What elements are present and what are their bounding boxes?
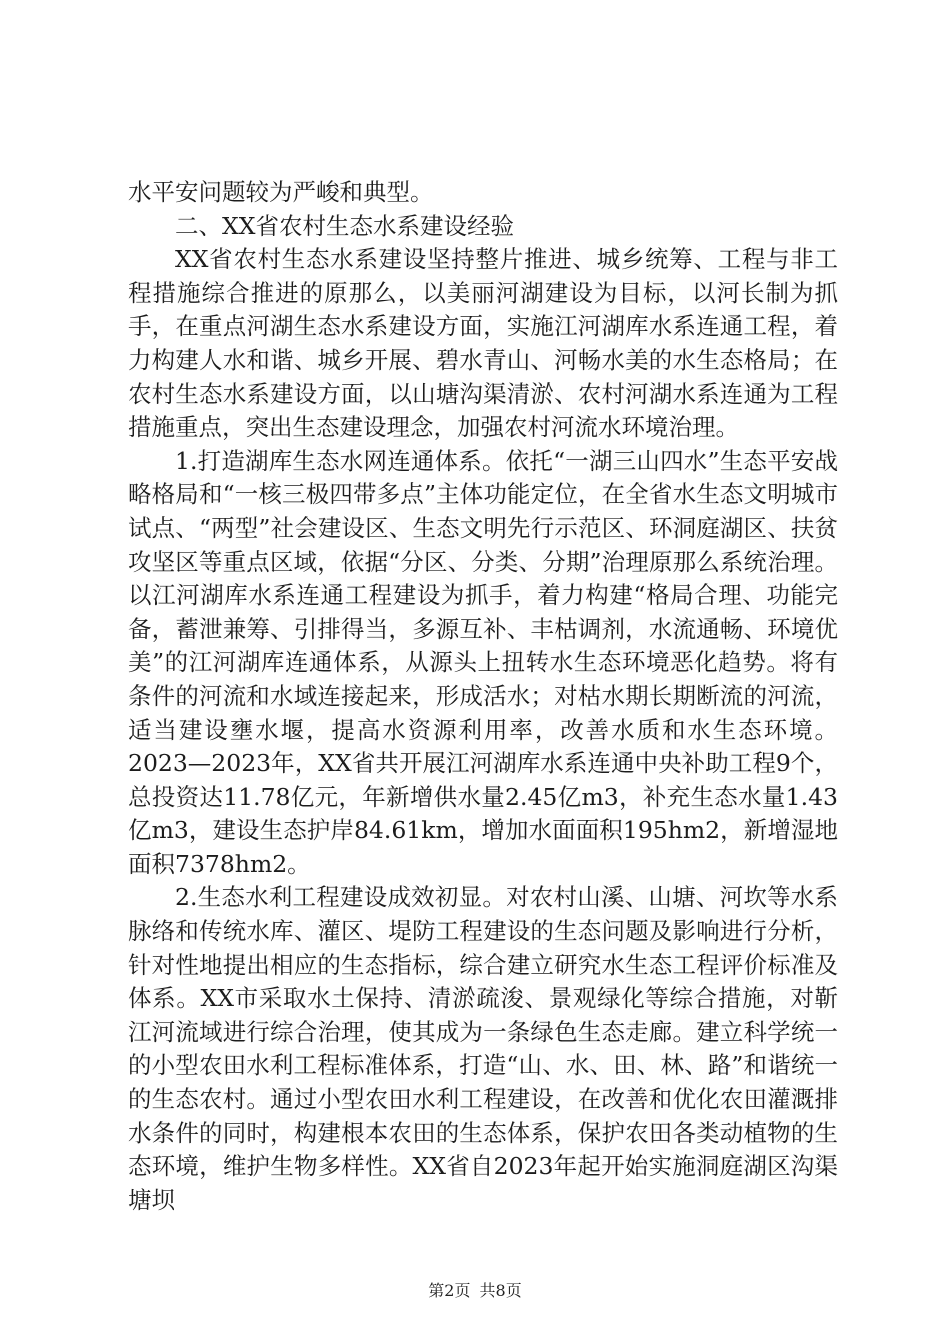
paragraph-continuation: 水平安问题较为严峻和典型。 bbox=[128, 178, 434, 206]
paragraph: XX省农村生态水系建设坚持整片推进、城乡统筹、工程与非工程措施综合推进的原那么，以美丽河湖建设为目标，以河长制为抓手，在重点河湖生态水系建设方面，实施江河湖库水系连通工程，着力构建人水和谐、城乡开展、碧水青山、河畅水美的水生态格局；在农村生态水系建设方面，以山塘沟渠清淤、农村河湖水系连通为工程措施重点，突出生态建设理念，加强农村河流水环境治理。 bbox=[128, 245, 838, 442]
page-total: 共8页 bbox=[479, 1281, 522, 1300]
page-footer bbox=[0, 1278, 950, 1301]
paragraph: 1.打造湖库生态水网连通体系。依托“一湖三山四水”生态平安战略格局和“一核三极四带多点”主体功能定位，在全省水生态文明城市试点、“两型”社会建设区、生态文明先行示范区、环洞庭湖区、扶贫攻坚区等重点区域，依据“分区、分类、分期”治理原那么系统治理。以江河湖库水系连通工程建设为抓手，着力构建“格局合理、功能完备，蓄泄兼筹、引排得当，多源互补、丰枯调剂，水流通畅、环境优美”的江河湖库连通体系，从源头上扭转水生态环境恶化趋势。将有条件的河流和水域连接起来，形成活水；对枯水期长期断流的河流，适当建设壅水堰，提高水资源利用率，改善水质和水生态环境。2023—2023年，XX省共开展江河湖库水系连通中央补助工程9个，总投资达11.78亿元，年新增供水量2.45亿m3，补充生态水量1.43亿m3，建设生态护岸84.61km，增加水面面积195hm2，新增湿地面积7378hm2。 bbox=[128, 446, 838, 878]
section-heading: 二、XX省农村生态水系建设经验 bbox=[175, 211, 514, 240]
page-number: 第2页 bbox=[428, 1281, 471, 1300]
document-body bbox=[128, 176, 838, 1217]
paragraph: 2.生态水利工程建设成效初显。对农村山溪、山塘、河坎等水系脉络和传统水库、灌区、堤防工程建设的生态问题及影响进行分析，针对性地提出相应的生态指标，综合建立研究水生态工程评价标准及体系。XX市采取水土保持、清淤疏浚、景观绿化等综合措施，对靳江河流域进行综合治理，使其成为一条绿色生态走廊。建立科学统一的小型农田水利工程标准体系，打造“山、水、田、林、路”和谐统一的生态农村。通过小型农田水利工程建设，在改善和优化农田灌溉排水条件的同时，构建根本农田的生态体系，保护农田各类动植物的生态环境，维护生物多样性。XX省自2023年起开始实施洞庭湖区沟渠塘坝 bbox=[128, 883, 838, 1214]
